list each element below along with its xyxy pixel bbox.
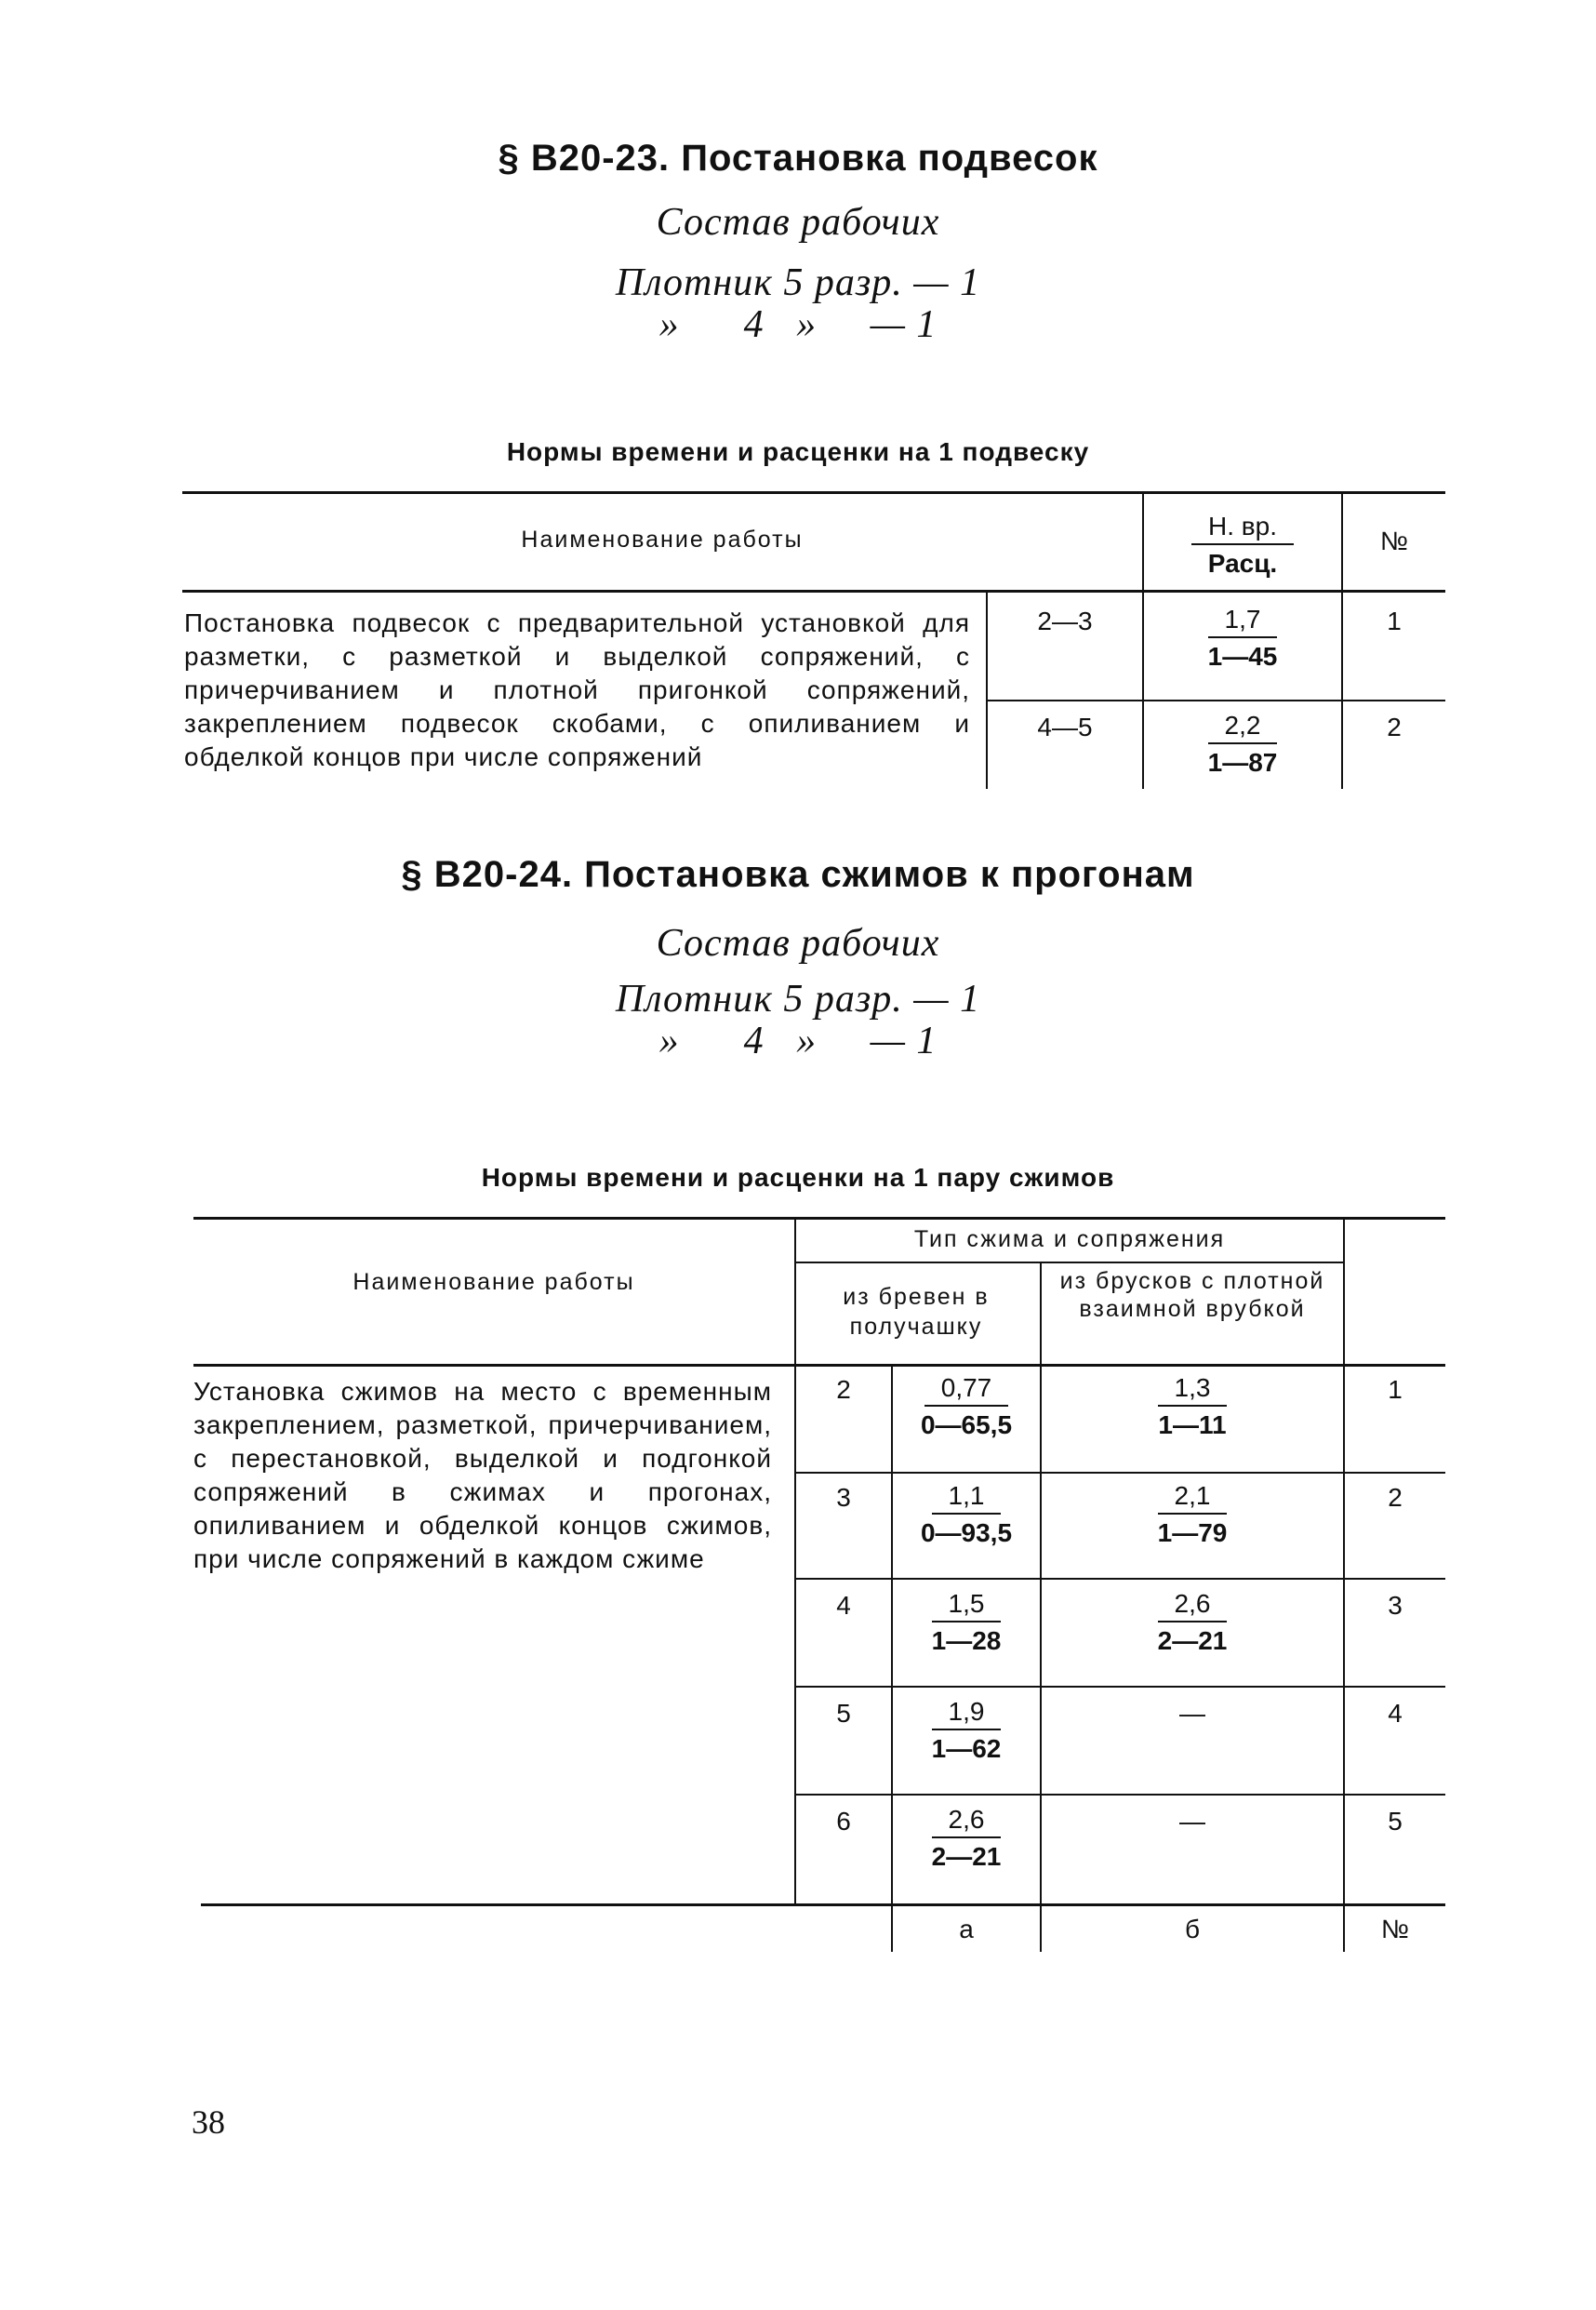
table2-header-type: Тип сжима и сопряжения bbox=[913, 1226, 1226, 1252]
section2-title: § В20-24. Постановка сжимов к прогонам bbox=[401, 854, 1195, 895]
table2-row1-a-rate: 0—65,5 bbox=[920, 1410, 1013, 1439]
table2-row5-no: 5 bbox=[1388, 1807, 1403, 1836]
table1-row2-no: 2 bbox=[1387, 713, 1402, 741]
table2-row3-a-norm: 1,5 bbox=[932, 1589, 1002, 1622]
table2-row2-b-norm: 2,1 bbox=[1158, 1481, 1228, 1515]
table1-row1-no: 1 bbox=[1387, 607, 1402, 635]
table1-header-norm: Н. вр. bbox=[1191, 512, 1294, 545]
page-number: 38 bbox=[192, 2103, 225, 2141]
section1-crew-line2: » 4 » — 1 bbox=[658, 303, 938, 346]
table2-row3-b-norm: 2,6 bbox=[1158, 1589, 1228, 1622]
table2-row1-b-rate: 1—11 bbox=[1158, 1410, 1227, 1439]
section2-crew-heading: Состав рабочих bbox=[656, 922, 940, 965]
table1-header-rule bbox=[182, 590, 1445, 593]
table2-row1-b bbox=[1042, 1373, 1343, 1440]
table2-header-bars: из брусков с плотной взаимной врубкой bbox=[1059, 1268, 1325, 1322]
table2-row5-joints: 6 bbox=[836, 1807, 851, 1836]
table1-top-rule bbox=[182, 491, 1445, 494]
table2-footer-a: а bbox=[959, 1915, 974, 1943]
table2-footer-b: б bbox=[1184, 1915, 1201, 1943]
table2-row4-b-dash: — bbox=[1179, 1699, 1205, 1728]
table2-row5-a bbox=[893, 1805, 1040, 1872]
table2-row1-rule bbox=[796, 1472, 1445, 1474]
table2-row3-b bbox=[1042, 1589, 1343, 1656]
table2-row4-a-norm: 1,9 bbox=[932, 1697, 1002, 1730]
table2-row3-no: 3 bbox=[1388, 1591, 1403, 1620]
table1-header-rate: Расц. bbox=[1207, 549, 1278, 578]
table2-row1-joints: 2 bbox=[836, 1375, 851, 1404]
table2-bottom-rule bbox=[201, 1903, 1445, 1906]
table2-row1-a bbox=[893, 1373, 1040, 1440]
table1-row-rule bbox=[986, 700, 1445, 701]
table2-row1-no: 1 bbox=[1388, 1375, 1403, 1404]
table2-col-joints-left bbox=[794, 1217, 796, 1905]
section2-crew-line2: » 4 » — 1 bbox=[658, 1020, 938, 1062]
table2-col-no-left bbox=[1343, 1217, 1345, 1905]
table2-row2-no: 2 bbox=[1388, 1483, 1403, 1512]
table1-row2-norm: 2,2 bbox=[1208, 711, 1278, 744]
table2-row2-b-rate: 1—79 bbox=[1157, 1518, 1228, 1547]
table2-row3-a bbox=[893, 1589, 1040, 1656]
table2-row2-a-rate: 0—93,5 bbox=[920, 1518, 1013, 1547]
table2-row2-b bbox=[1042, 1481, 1343, 1548]
table2-row3-b-rate: 2—21 bbox=[1157, 1626, 1228, 1655]
table2-row2-a bbox=[893, 1481, 1040, 1548]
table2-row2-rule bbox=[796, 1578, 1445, 1580]
table2-col-b-left-header bbox=[1040, 1262, 1042, 1364]
section1-crew-heading: Состав рабочих bbox=[656, 201, 940, 244]
table1-row1-norm-rate bbox=[1144, 605, 1341, 672]
table1-row2-joints: 4—5 bbox=[1037, 713, 1093, 741]
table2-row5-a-norm: 2,6 bbox=[932, 1805, 1002, 1838]
table2-row1-a-norm: 0,77 bbox=[924, 1373, 1009, 1407]
table2-header-rule bbox=[193, 1364, 1445, 1367]
table2-row2-joints: 3 bbox=[836, 1483, 851, 1512]
section2-table-caption: Нормы времени и расценки на 1 пару сжимов bbox=[481, 1163, 1115, 1192]
table1-header-work: Наименование работы bbox=[521, 527, 804, 553]
section1-crew-line1: Плотник 5 разр. — 1 bbox=[615, 261, 981, 304]
table1-row1-joints: 2—3 bbox=[1037, 607, 1093, 635]
table2-row4-a bbox=[893, 1697, 1040, 1764]
section2-crew-line1: Плотник 5 разр. — 1 bbox=[615, 978, 981, 1021]
table2-row4-joints: 5 bbox=[836, 1699, 851, 1728]
table2-top-rule bbox=[193, 1217, 1445, 1220]
table2-row5-b-dash: — bbox=[1179, 1807, 1205, 1836]
table2-row3-a-rate: 1—28 bbox=[931, 1626, 1002, 1655]
section1-title: § В20-23. Постановка подвесок bbox=[498, 138, 1098, 179]
table1-row1-norm: 1,7 bbox=[1208, 605, 1278, 638]
table2-type-rule bbox=[796, 1262, 1345, 1263]
table1-work-text: Постановка подвесок с предварительной установкой для разметки, с разметкой и выделкой сопряжений, с причерчиванием и плотной пригонкой сопряжений, закреплением подвесок скобами, с опиливанием и обделкой концов при числе сопряжений bbox=[184, 608, 970, 771]
table2-work-text: Установка сжимов на место с временным закреплением, разметкой, причерчиванием, с перестановкой, выделкой и подгонкой сопряжений в сжимах и прогонах, опиливанием и обделкой концов сжимов, при числе сопряжений в каждом сжиме bbox=[193, 1377, 772, 1573]
table2-row3-rule bbox=[796, 1686, 1445, 1688]
section1-table-caption: Нормы времени и расценки на 1 подвеску bbox=[506, 437, 1090, 466]
table2-row5-a-rate: 2—21 bbox=[931, 1842, 1002, 1871]
table2-row2-a-norm: 1,1 bbox=[932, 1481, 1002, 1515]
table1-row2-rate: 1—87 bbox=[1207, 748, 1278, 777]
table1-row1-rate: 1—45 bbox=[1207, 642, 1278, 671]
table1-row2-norm-rate bbox=[1144, 711, 1341, 778]
table2-row4-no: 4 bbox=[1388, 1699, 1403, 1728]
table1-header-no: № bbox=[1379, 527, 1409, 555]
table2-row4-rule bbox=[796, 1794, 1445, 1796]
table2-row1-b-norm: 1,3 bbox=[1158, 1373, 1228, 1407]
table2-row4-a-rate: 1—62 bbox=[931, 1734, 1002, 1763]
table2-header-logs: из бревен в получашку bbox=[843, 1284, 990, 1340]
table2-header-work: Наименование работы bbox=[352, 1269, 635, 1295]
table1-header-norm-rate bbox=[1144, 512, 1341, 579]
table2-row3-joints: 4 bbox=[836, 1591, 851, 1620]
table2-footer-no: № bbox=[1380, 1915, 1410, 1943]
